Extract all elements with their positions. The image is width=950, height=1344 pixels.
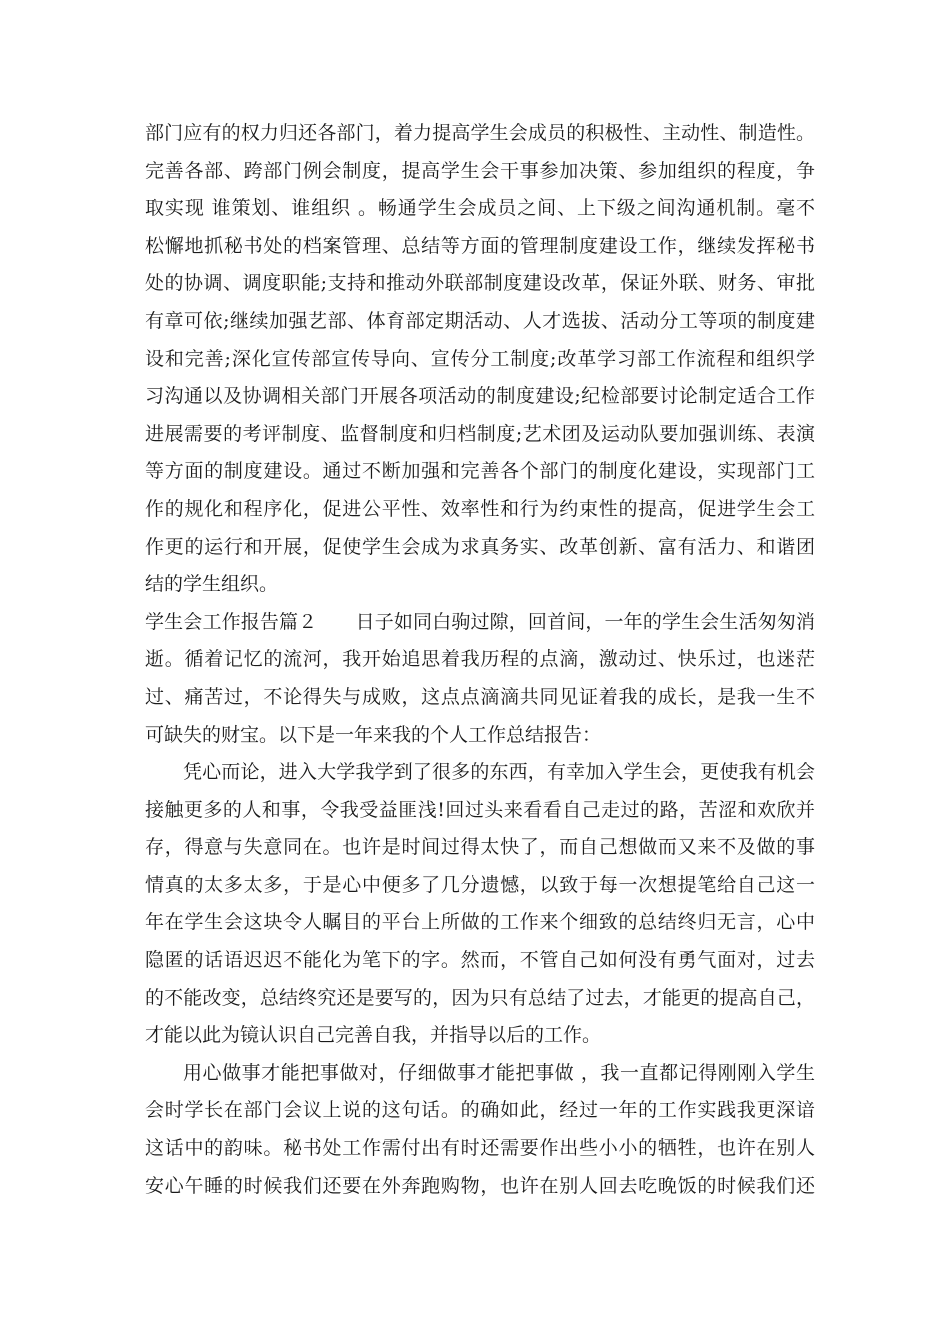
text-line: 会时学长在部门会议上说的这句话。的确如此，经过一年的工作实践我更深谙 xyxy=(145,1099,815,1122)
text-line: 结的学生组织。 xyxy=(145,573,279,596)
text-line: 接触更多的人和事，令我受益匪浅!回过头来看看自己走过的路，苦涩和欢欣并 xyxy=(145,798,815,821)
text-line: 作的规化和程序化，促进公平性、效率性和行为约束性的提高，促进学生会工 xyxy=(145,497,815,520)
text-line: 用心做事才能把事做对，仔细做事才能把事做 ，我一直都记得刚刚入学生 xyxy=(183,1061,815,1084)
text-line: 过、痛苦过，不论得失与成败，这点点滴滴共同见证着我的成长，是我一生不 xyxy=(145,685,815,708)
text-line: 才能以此为镜认识自己完善自我，并指导以后的工作。 xyxy=(145,1024,602,1047)
text-line: 凭心而论，进入大学我学到了很多的东西，有幸加入学生会，更使我有机会 xyxy=(183,761,815,784)
text-line: 部门应有的权力归还各部门，着力提高学生会成员的积极性、主动性、制造性。 xyxy=(145,122,815,144)
text-line: 习沟通以及协调相关部门开展各项活动的制度建设;纪检部要讨论制定适合工作 xyxy=(145,385,815,408)
text-line: 这话中的韵味。秘书处工作需付出有时还需要作出些小小的牺牲，也许在别人 xyxy=(145,1137,815,1160)
text-line: 学生会工作报告篇２ 日子如同白驹过隙，回首间，一年的学生会生活匆匆消 xyxy=(145,610,815,633)
text-line: 取实现 谁策划、谁组织 。畅通学生会成员之间、上下级之间沟通机制。毫不 xyxy=(145,197,815,220)
text-line: 松懈地抓秘书处的档案管理、总结等方面的管理制度建设工作，继续发挥秘书 xyxy=(145,234,815,257)
text-line: 情真的太多太多，于是心中便多了几分遗憾，以致于每一次想提笔给自己这一 xyxy=(145,873,815,896)
text-line: 设和完善;深化宣传部宣传导向、宣传分工制度;改革学习部工作流程和组织学 xyxy=(145,347,815,370)
text-line: 等方面的制度建设。通过不断加强和完善各个部门的制度化建设，实现部门工 xyxy=(145,460,815,483)
text-line: 进展需要的考评制度、监督制度和归档制度;艺术团及运动队要加强训练、表演 xyxy=(145,422,815,445)
document-body xyxy=(145,115,815,1205)
text-line: 作更的运行和开展，促使学生会成为求真务实、改革创新、富有活力、和谐团 xyxy=(145,535,815,558)
text-line: 隐匿的话语迟迟不能化为笔下的字。然而，不管自己如何没有勇气面对，过去 xyxy=(145,949,815,972)
text-line: 存，得意与失意同在。也许是时间过得太快了，而自己想做而又来不及做的事 xyxy=(145,836,815,859)
text-line: 可缺失的财宝。以下是一年来我的个人工作总结报告： xyxy=(145,723,602,746)
text-line: 处的协调、调度职能;支持和推动外联部制度建设改革，保证外联、财务、审批 xyxy=(145,272,815,295)
text-line: 安心午睡的时候我们还要在外奔跑购物，也许在别人回去吃晚饭的时候我们还 xyxy=(145,1174,815,1197)
text-line: 完善各部、跨部门例会制度，提高学生会干事参加决策、参加组织的程度，争 xyxy=(145,159,815,182)
text-line: 有章可依;继续加强艺部、体育部定期活动、人才选拔、活动分工等项的制度建 xyxy=(145,309,815,332)
text-line: 年在学生会这块令人瞩目的平台上所做的工作来个细致的总结终归无言，心中 xyxy=(145,911,815,934)
text-line: 的不能改变，总结终究还是要写的，因为只有总结了过去，才能更的提高自己， xyxy=(145,986,815,1009)
text-line: 逝。循着记忆的流河，我开始追思着我历程的点滴，激动过、快乐过，也迷茫 xyxy=(145,648,815,671)
